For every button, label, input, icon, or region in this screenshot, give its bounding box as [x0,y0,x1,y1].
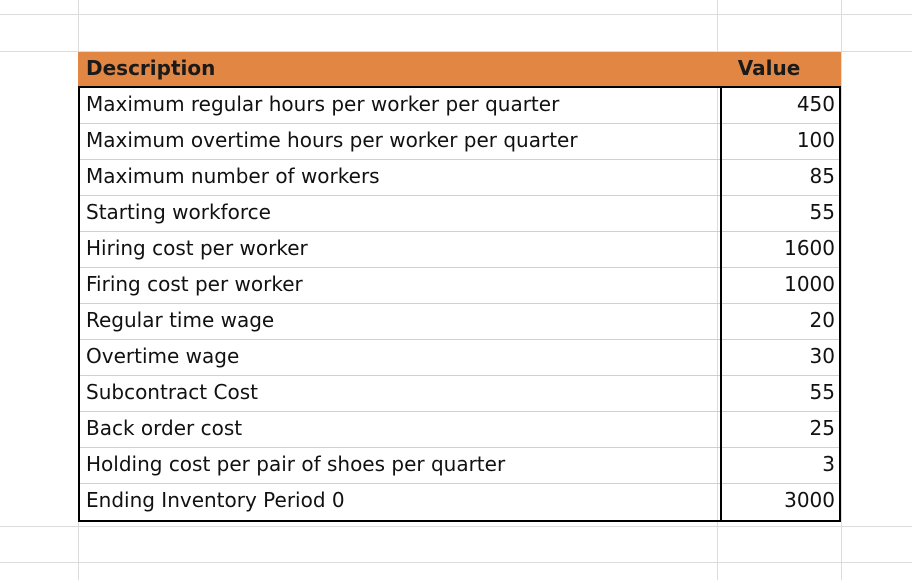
table-row [80,484,839,520]
table-row [80,196,839,232]
gridline [0,14,912,15]
header-value-cell[interactable]: Value [737,56,801,80]
description-cell[interactable]: Subcontract Cost [86,380,258,404]
description-cell[interactable]: Maximum number of workers [86,164,380,188]
description-cell[interactable]: Maximum overtime hours per worker per quarter [86,128,578,152]
description-cell[interactable]: Hiring cost per worker [86,236,308,260]
header-description-cell[interactable]: Description [86,56,216,80]
table-row [80,160,839,196]
description-cell[interactable]: Maximum regular hours per worker per quarter [86,92,560,116]
value-cell[interactable]: 25 [809,416,835,440]
description-cell[interactable]: Starting workforce [86,200,271,224]
value-cell[interactable]: 100 [796,128,835,152]
value-cell[interactable]: 55 [809,200,835,224]
value-cell[interactable]: 55 [809,380,835,404]
value-cell[interactable]: 85 [809,164,835,188]
description-cell[interactable]: Holding cost per pair of shoes per quarter [86,452,506,476]
gridline [0,562,912,563]
value-cell[interactable]: 20 [809,308,835,332]
table-body [78,86,841,522]
value-cell[interactable]: 3 [822,452,835,476]
table-row [80,268,839,304]
value-cell[interactable]: 30 [809,344,835,368]
table-row [80,340,839,376]
table-header-row [78,52,841,86]
table-row [80,232,839,268]
value-cell[interactable]: 1600 [784,236,835,260]
description-cell[interactable]: Back order cost [86,416,243,440]
table-row [80,448,839,484]
parameters-table [78,52,841,522]
value-cell[interactable]: 3000 [784,488,835,512]
description-cell[interactable]: Firing cost per worker [86,272,303,296]
description-cell[interactable]: Ending Inventory Period 0 [86,488,345,512]
description-cell[interactable]: Overtime wage [86,344,240,368]
gridline [841,0,842,580]
value-cell[interactable]: 450 [796,92,835,116]
table-row [80,412,839,448]
table-row [80,376,839,412]
value-cell[interactable]: 1000 [784,272,835,296]
table-row [80,304,839,340]
table-row [80,124,839,160]
table-row [80,88,839,124]
gridline [0,526,912,527]
description-cell[interactable]: Regular time wage [86,308,275,332]
